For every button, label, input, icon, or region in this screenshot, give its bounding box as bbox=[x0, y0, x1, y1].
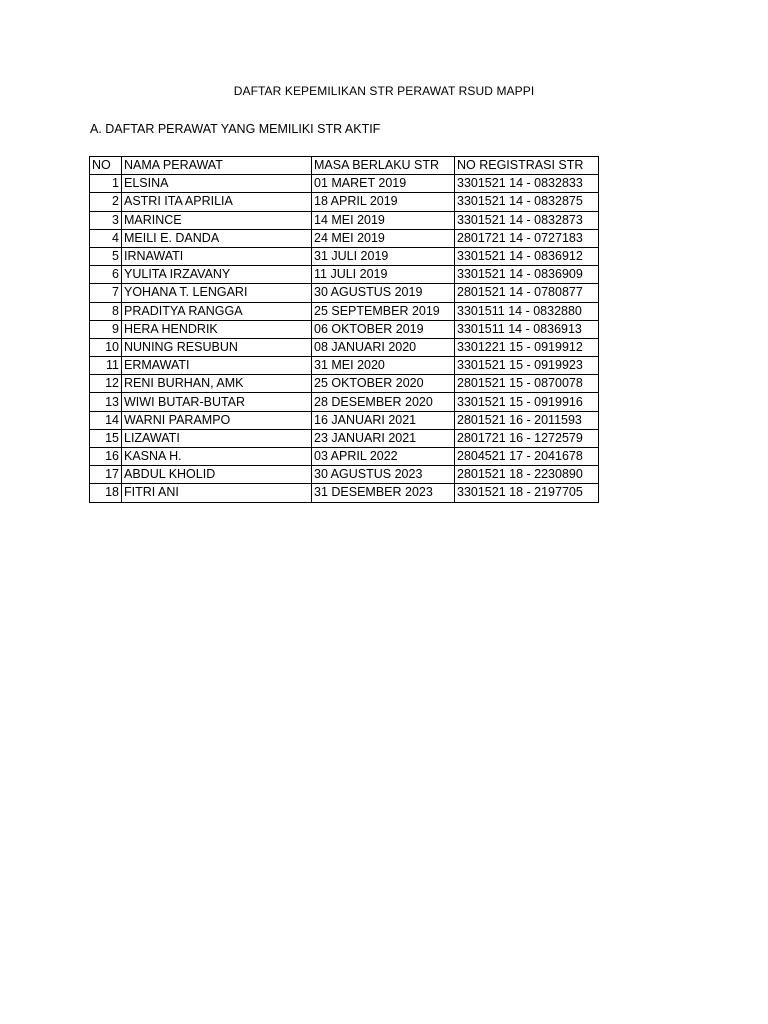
cell-no: 13 bbox=[90, 393, 122, 411]
cell-no: 14 bbox=[90, 411, 122, 429]
cell-masa-berlaku: 06 OKTOBER 2019 bbox=[312, 320, 455, 338]
cell-nama-perawat: ASTRI ITA APRILIA bbox=[122, 193, 312, 211]
table-row bbox=[90, 175, 599, 193]
cell-nama-perawat: ELSINA bbox=[122, 175, 312, 193]
cell-no-registrasi: 3301521 15 - 0919916 bbox=[455, 393, 599, 411]
cell-no-registrasi: 3301521 14 - 0832833 bbox=[455, 175, 599, 193]
cell-no: 7 bbox=[90, 284, 122, 302]
cell-masa-berlaku: 28 DESEMBER 2020 bbox=[312, 393, 455, 411]
cell-no: 12 bbox=[90, 375, 122, 393]
cell-nama-perawat: IRNAWATI bbox=[122, 247, 312, 265]
document-title: DAFTAR KEPEMILIKAN STR PERAWAT RSUD MAPPI bbox=[233, 84, 535, 98]
table-row bbox=[90, 357, 599, 375]
str-table bbox=[89, 156, 599, 503]
cell-no: 18 bbox=[90, 484, 122, 502]
cell-no: 3 bbox=[90, 211, 122, 229]
cell-no: 2 bbox=[90, 193, 122, 211]
cell-nama-perawat: RENI BURHAN, AMK bbox=[122, 375, 312, 393]
cell-nama-perawat: YOHANA T. LENGARI bbox=[122, 284, 312, 302]
table-row bbox=[90, 484, 599, 502]
cell-no-registrasi: 2801521 18 - 2230890 bbox=[455, 466, 599, 484]
cell-no-registrasi: 3301521 14 - 0832873 bbox=[455, 211, 599, 229]
cell-nama-perawat: MEILI E. DANDA bbox=[122, 229, 312, 247]
table-body bbox=[90, 175, 599, 502]
cell-masa-berlaku: 14 MEI 2019 bbox=[312, 211, 455, 229]
cell-nama-perawat: NUNING RESUBUN bbox=[122, 338, 312, 356]
cell-no: 1 bbox=[90, 175, 122, 193]
cell-no: 10 bbox=[90, 338, 122, 356]
cell-nama-perawat: KASNA H. bbox=[122, 448, 312, 466]
cell-no: 11 bbox=[90, 357, 122, 375]
table-row bbox=[90, 193, 599, 211]
table-row bbox=[90, 320, 599, 338]
cell-nama-perawat: MARINCE bbox=[122, 211, 312, 229]
cell-no-registrasi: 3301521 15 - 0919923 bbox=[455, 357, 599, 375]
cell-no-registrasi: 2804521 17 - 2041678 bbox=[455, 448, 599, 466]
table-row bbox=[90, 266, 599, 284]
cell-masa-berlaku: 31 JULI 2019 bbox=[312, 247, 455, 265]
header-masa-berlaku: MASA BERLAKU STR bbox=[312, 157, 455, 175]
cell-nama-perawat: ABDUL KHOLID bbox=[122, 466, 312, 484]
table-row bbox=[90, 393, 599, 411]
cell-masa-berlaku: 25 OKTOBER 2020 bbox=[312, 375, 455, 393]
table-row bbox=[90, 411, 599, 429]
cell-masa-berlaku: 23 JANUARI 2021 bbox=[312, 429, 455, 447]
cell-nama-perawat: WIWI BUTAR-BUTAR bbox=[122, 393, 312, 411]
cell-masa-berlaku: 03 APRIL 2022 bbox=[312, 448, 455, 466]
cell-nama-perawat: HERA HENDRIK bbox=[122, 320, 312, 338]
cell-masa-berlaku: 08 JANUARI 2020 bbox=[312, 338, 455, 356]
cell-no: 4 bbox=[90, 229, 122, 247]
table-row bbox=[90, 284, 599, 302]
table-row bbox=[90, 466, 599, 484]
cell-nama-perawat: ERMAWATI bbox=[122, 357, 312, 375]
table-row bbox=[90, 338, 599, 356]
cell-no: 8 bbox=[90, 302, 122, 320]
cell-no-registrasi: 2801521 14 - 0780877 bbox=[455, 284, 599, 302]
cell-no-registrasi: 2801721 14 - 0727183 bbox=[455, 229, 599, 247]
cell-no-registrasi: 2801521 15 - 0870078 bbox=[455, 375, 599, 393]
table-row bbox=[90, 229, 599, 247]
cell-no-registrasi: 2801521 16 - 2011593 bbox=[455, 411, 599, 429]
table-row bbox=[90, 448, 599, 466]
cell-no-registrasi: 3301221 15 - 0919912 bbox=[455, 338, 599, 356]
table-row bbox=[90, 211, 599, 229]
cell-no-registrasi: 3301521 18 - 2197705 bbox=[455, 484, 599, 502]
cell-no: 9 bbox=[90, 320, 122, 338]
cell-masa-berlaku: 01 MARET 2019 bbox=[312, 175, 455, 193]
table-row bbox=[90, 302, 599, 320]
header-no-registrasi: NO REGISTRASI STR bbox=[455, 157, 599, 175]
cell-masa-berlaku: 30 AGUSTUS 2019 bbox=[312, 284, 455, 302]
cell-masa-berlaku: 31 DESEMBER 2023 bbox=[312, 484, 455, 502]
cell-no-registrasi: 3301521 14 - 0832875 bbox=[455, 193, 599, 211]
table-header-row bbox=[90, 157, 599, 175]
cell-no: 17 bbox=[90, 466, 122, 484]
section-heading: A. DAFTAR PERAWAT YANG MEMILIKI STR AKTIF bbox=[90, 122, 381, 136]
cell-no: 16 bbox=[90, 448, 122, 466]
cell-masa-berlaku: 16 JANUARI 2021 bbox=[312, 411, 455, 429]
cell-nama-perawat: LIZAWATI bbox=[122, 429, 312, 447]
cell-no-registrasi: 3301511 14 - 0836913 bbox=[455, 320, 599, 338]
cell-no-registrasi: 3301521 14 - 0836909 bbox=[455, 266, 599, 284]
table-row bbox=[90, 247, 599, 265]
cell-masa-berlaku: 25 SEPTEMBER 2019 bbox=[312, 302, 455, 320]
cell-no: 15 bbox=[90, 429, 122, 447]
cell-nama-perawat: FITRI ANI bbox=[122, 484, 312, 502]
header-nama-perawat: NAMA PERAWAT bbox=[122, 157, 312, 175]
cell-no: 5 bbox=[90, 247, 122, 265]
cell-masa-berlaku: 31 MEI 2020 bbox=[312, 357, 455, 375]
table-row bbox=[90, 375, 599, 393]
header-no: NO bbox=[90, 157, 122, 175]
cell-no: 6 bbox=[90, 266, 122, 284]
cell-nama-perawat: YULITA IRZAVANY bbox=[122, 266, 312, 284]
table-row bbox=[90, 429, 599, 447]
cell-nama-perawat: WARNI PARAMPO bbox=[122, 411, 312, 429]
cell-masa-berlaku: 30 AGUSTUS 2023 bbox=[312, 466, 455, 484]
cell-no-registrasi: 3301521 14 - 0836912 bbox=[455, 247, 599, 265]
cell-no-registrasi: 3301511 14 - 0832880 bbox=[455, 302, 599, 320]
cell-masa-berlaku: 11 JULI 2019 bbox=[312, 266, 455, 284]
cell-no-registrasi: 2801721 16 - 1272579 bbox=[455, 429, 599, 447]
cell-nama-perawat: PRADITYA RANGGA bbox=[122, 302, 312, 320]
cell-masa-berlaku: 18 APRIL 2019 bbox=[312, 193, 455, 211]
cell-masa-berlaku: 24 MEI 2019 bbox=[312, 229, 455, 247]
